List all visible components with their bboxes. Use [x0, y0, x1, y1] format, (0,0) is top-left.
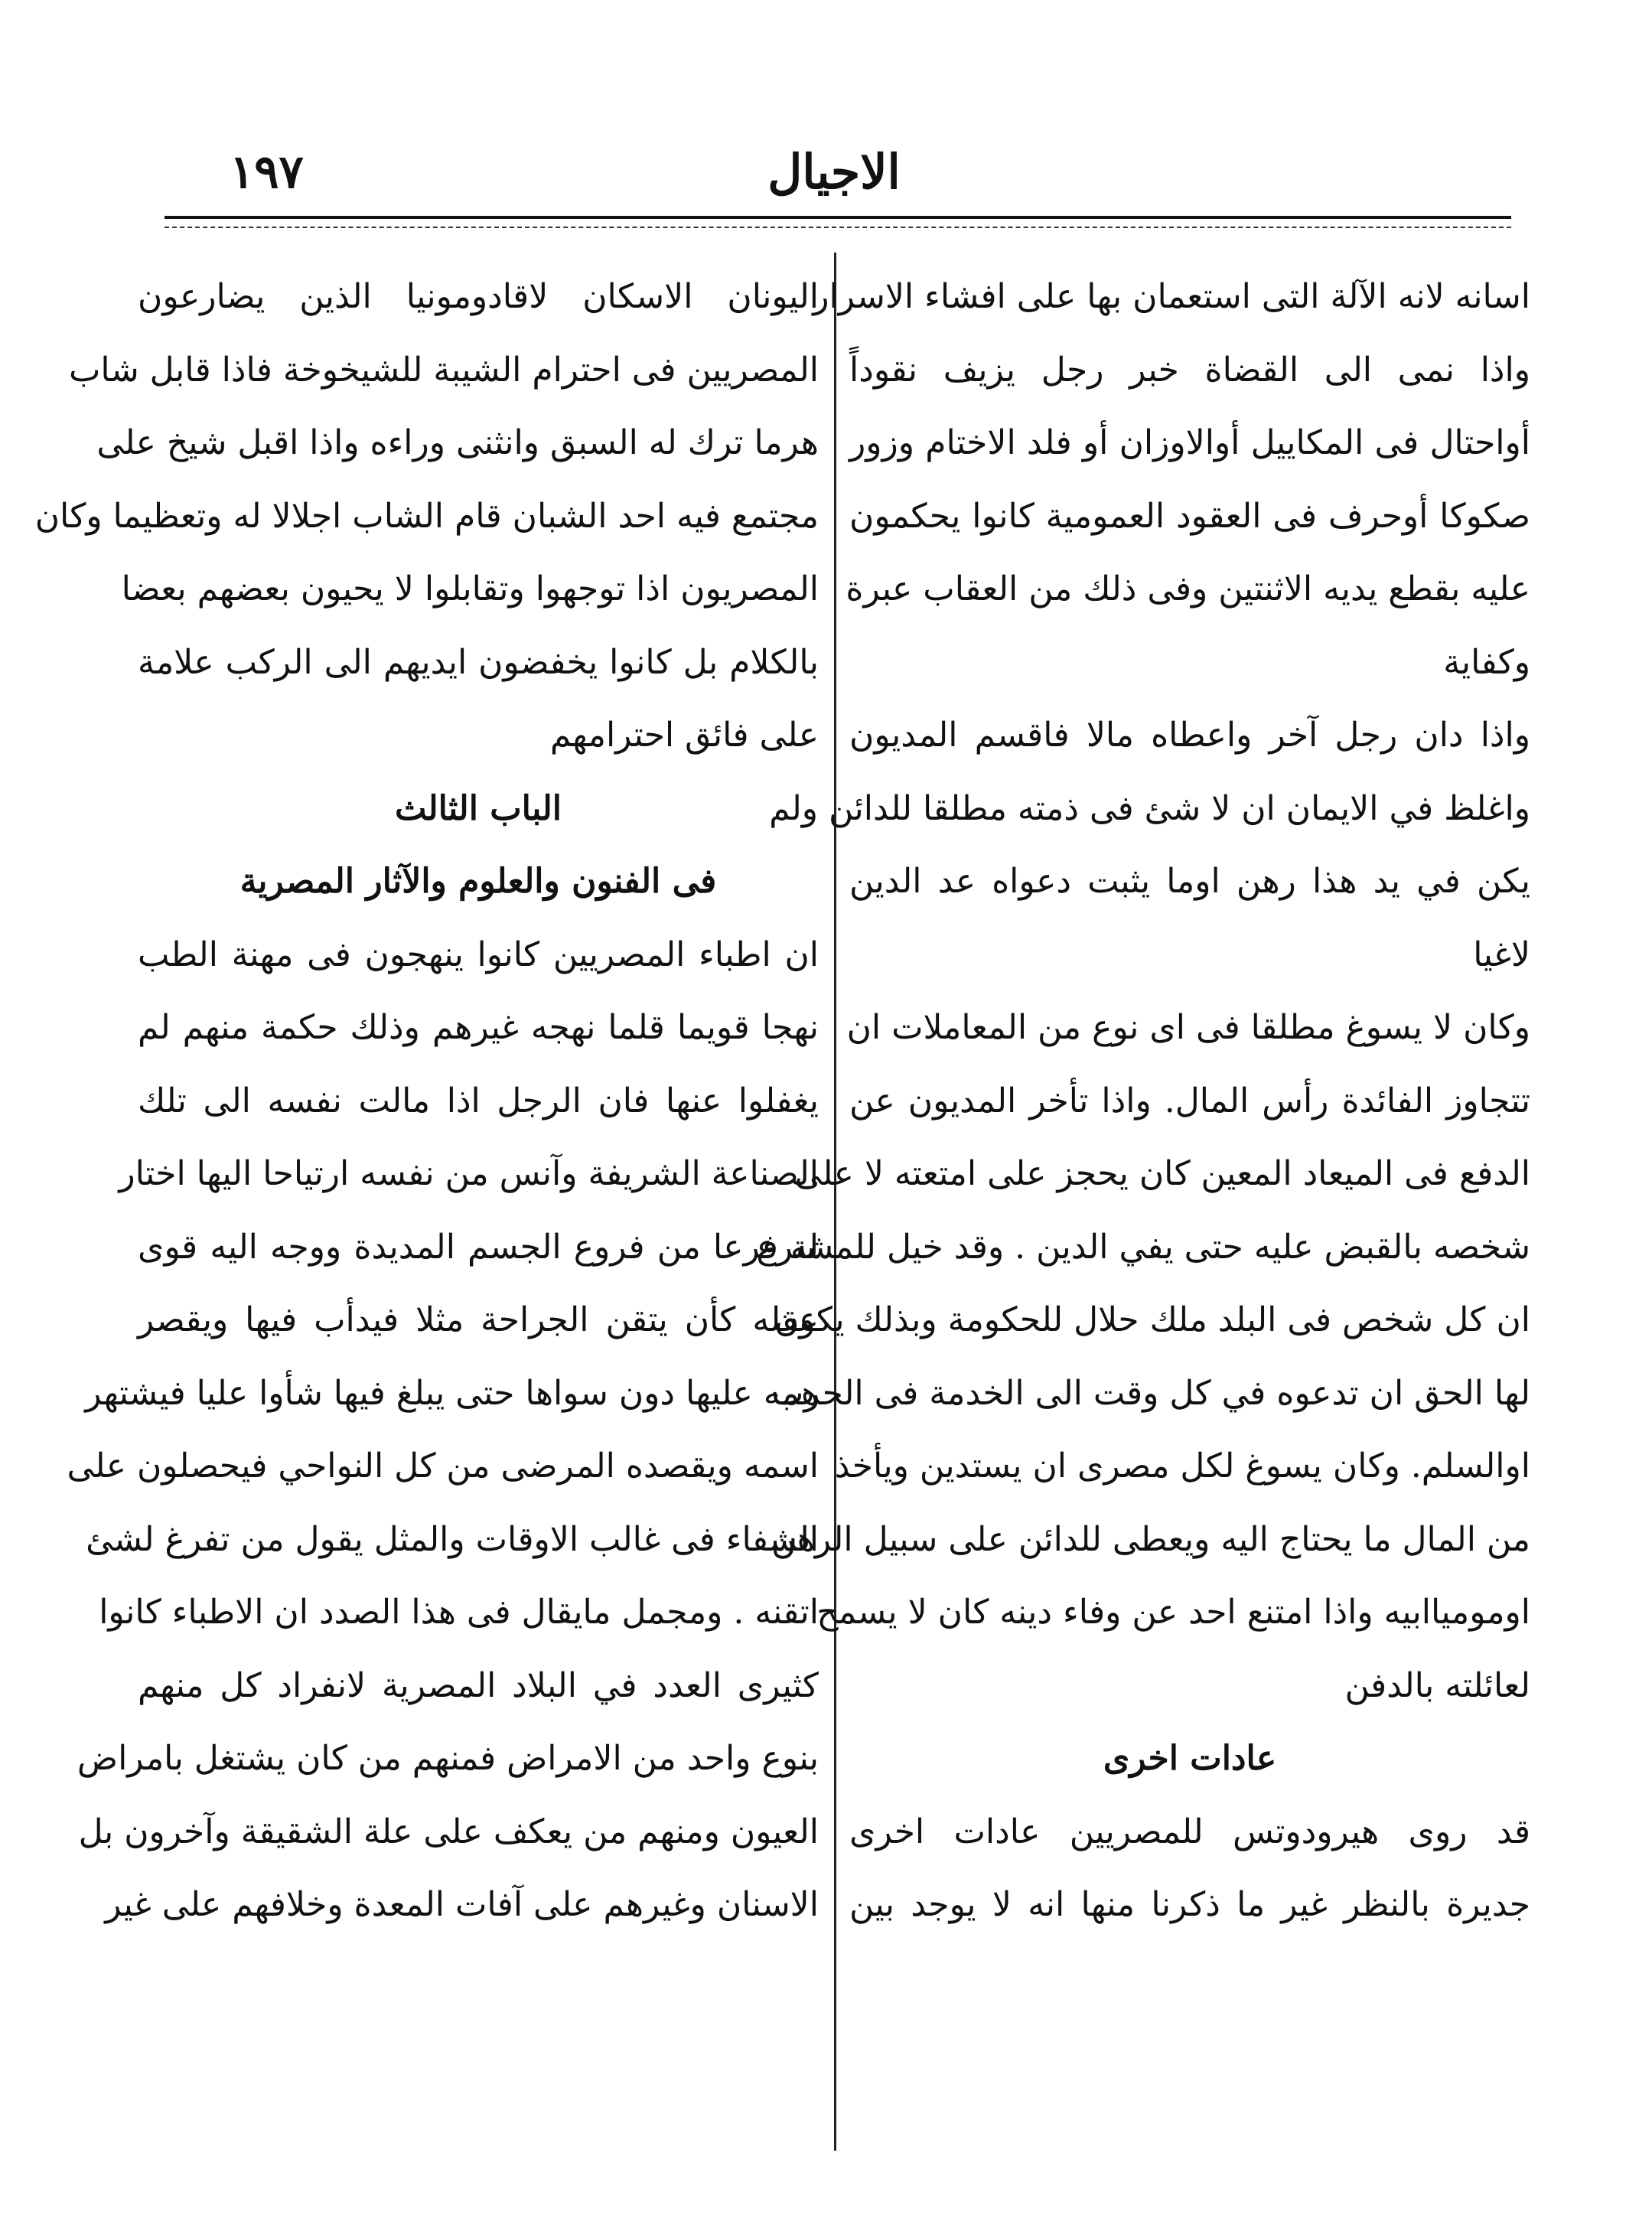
- text-line: قد روى هيرودوتس للمصريين عادات اخرى: [849, 1812, 1530, 1851]
- text-line: بالكلام بل كانوا يخفضون ايديهم الى الركب علامة: [138, 642, 819, 682]
- text-line: ان اطباء المصريين كانوا ينهجون فى مهنة الطب: [138, 934, 819, 974]
- text-line: جديرة بالنظر غير ما ذكرنا منها انه لا يوجد بين: [849, 1885, 1530, 1924]
- right-column: [756, 260, 1530, 1942]
- page-header: [145, 138, 1523, 207]
- text-line: صكوكا أوحرف فى العقود العمومية كانوا يحكمون: [849, 496, 1530, 536]
- text-line: المصريون اذا توجهوا وتقابلوا لا يحيون بعضهم بعضا: [121, 569, 819, 608]
- text-line: الاسنان وغيرهم على آفات المعدة وخلافهم على غير: [105, 1885, 819, 1924]
- text-line: عقله كأن يتقن الجراحة مثلا فيدأب فيها ويقصر: [138, 1300, 819, 1339]
- text-line: له فرعا من فروع الجسم المديدة ووجه اليه قوى: [138, 1227, 819, 1267]
- left-column: [34, 260, 819, 1942]
- text-line: مجتمع فيه احد الشبان قام الشاب اجلالا له وتعظيما وكان: [34, 496, 819, 536]
- text-line: عليه بقطع يديه الاثنتين وفى ذلك من العقاب عبرة: [846, 569, 1530, 608]
- section-heading: عادات اخرى: [1103, 1739, 1277, 1778]
- text-line: وكان لا يسوغ مطلقا فى اى نوع من المعاملات ان: [846, 1008, 1530, 1047]
- page-number: ١٩٧: [230, 145, 304, 199]
- text-line: واذا نمى الى القضاة خبر رجل يزيف نقوداً: [849, 350, 1530, 390]
- text-line: العيون ومنهم من يعكف على علة الشقيقة وآخرون بل: [78, 1812, 819, 1851]
- text-line: الشفاء فى غالب الاوقات والمثل يقول من تفرغ لشئ: [86, 1519, 819, 1559]
- text-line: لها الحق ان تدعوه في كل وقت الى الخدمة فى الحرب: [771, 1373, 1530, 1413]
- text-line: اسانه لانه الآلة التى استعمان بها على افشاء الاسرار: [813, 277, 1530, 316]
- text-line: أواحتال فى المكاييل أوالاوزان أو فلد الاختام وزور: [849, 423, 1530, 462]
- text-line: كثيرى العدد في البلاد المصرية لانفراد كل منهم: [138, 1665, 819, 1705]
- text-line: اوالسلم. وكان يسوغ لكل مصرى ان يستدين ويأخذ: [834, 1447, 1530, 1486]
- text-line: واذا دان رجل آخر واعطاه مالا فاقسم المديون: [849, 716, 1530, 755]
- text-line: لاغيا: [1473, 934, 1530, 974]
- text-line: اومومياابيه واذا امتنع احد عن وفاء دينه كان لا يسمح: [816, 1593, 1530, 1632]
- text-line: يغفلوا عنها فان الرجل اذا مالت نفسه الى تلك: [138, 1081, 819, 1120]
- text-line: الصناعة الشريفة وآنس من نفسه ارتياحا اليها اختار: [119, 1154, 819, 1193]
- text-line: من المال ما يحتاج اليه ويعطى للدائن على سبيل الرهن: [771, 1519, 1530, 1559]
- text-line: واغلظ في الايمان ان لا شئ فى ذمته مطلقا للدائن ولم: [769, 788, 1530, 828]
- text-line: ان كل شخص فى البلد ملك حلال للحكومة وبذلك يكون: [774, 1300, 1530, 1339]
- header-rule-dashed: [165, 227, 1511, 228]
- text-line: المصريين فى احترام الشيبة للشيخوخة فاذا قابل شاب: [69, 350, 819, 390]
- text-line: نهجا قويما قلما نهجه غيرهم وذلك حكمة منهم لم: [138, 1008, 819, 1047]
- text-line: يكن في يد هذا رهن اوما يثبت دعواه عد الدين: [849, 862, 1530, 901]
- text-line: على فائق احترامهم: [549, 716, 819, 755]
- chapter-heading: الباب الثالث: [395, 788, 562, 828]
- text-line: اتقنه . ومجمل مايقال فى هذا الصدد ان الاطباء كانوا: [99, 1593, 819, 1632]
- text-line: وكفاية: [1443, 642, 1530, 682]
- text-line: بنوع واحد من الامراض فمنهم من كان يشتغل بامراض: [77, 1739, 819, 1778]
- text-line: اليونان الاسكان لاقادومونيا الذين يضارعون: [138, 277, 819, 316]
- text-line: هرما ترك له السبق وانثنى وراءه واذا اقبل شيخ على: [96, 423, 819, 462]
- text-line: لعائلته بالدفن: [1344, 1665, 1530, 1705]
- running-title: الاجيال: [767, 144, 901, 200]
- text-line: الدفع فى الميعاد المعين كان يحجز على امتعته لا على: [794, 1154, 1530, 1193]
- text-line: اسمه ويقصده المرضى من كل النواحي فيحصلون على: [67, 1447, 819, 1486]
- text-line: همه عليها دون سواها حتى يبلغ فيها شأوا عليا فيشتهر: [85, 1373, 819, 1413]
- text-line: شخصه بالقبض عليه حتى يفي الدين . وقد خيل للمشترع: [756, 1227, 1530, 1267]
- text-line: تتجاوز الفائدة رأس المال. واذا تأخر المديون عن: [849, 1081, 1530, 1120]
- header-rule: [165, 216, 1511, 219]
- chapter-subheading: فى الفنون والعلوم والآثار المصرية: [239, 862, 717, 901]
